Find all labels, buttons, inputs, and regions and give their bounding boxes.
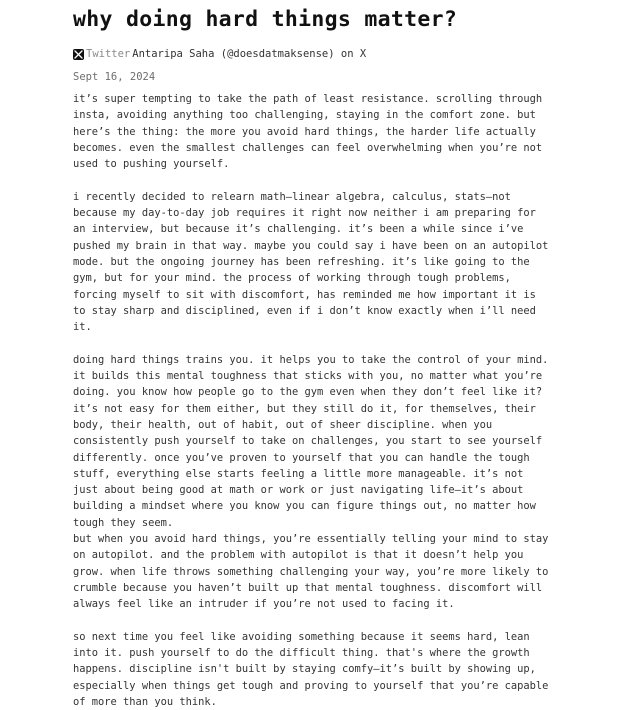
paragraph (73, 91, 573, 172)
paragraph (73, 629, 573, 710)
text-line: stuff, everything else starts feeling a little more manageable. it’s not (73, 467, 524, 480)
text-line: because my day-to-day job requires it right now neither i am preparing for (73, 207, 536, 220)
text-line: happens. discipline isn't built by staying comfy—it’s built by showing up, (73, 663, 536, 676)
text-line: just about being good at math or work or just navigating life—it’s about (73, 484, 524, 497)
text-line: crumble because you haven’t built up that mental toughness. discomfort will (73, 581, 543, 594)
text-line: it builds this mental toughness that sticks with you, no matter what you’re (73, 370, 543, 383)
text-line: especially when things get tough and proving to yourself that you’re capable (73, 679, 549, 692)
paragraph (73, 189, 573, 336)
text-line: it’s super tempting to take the path of least resistance. scrolling through (73, 93, 543, 105)
paragraph-gap (73, 335, 573, 351)
text-line: forcing myself to sit with discomfort, has reminded me how important it is (73, 288, 536, 301)
byline (73, 47, 573, 61)
text-line: i recently decided to relearn math—linear algebra, calculus, stats—not (73, 190, 511, 203)
text-line: gym, but for your mind. the process of working through tough problems, (73, 272, 511, 285)
text-line: body, their health, out of habit, out of sheer discipline. when you (73, 418, 493, 431)
paragraph (73, 352, 573, 613)
text-line: grow. when life throws something challenging your way, you’re more likely to (73, 565, 549, 578)
article-title: why doing hard things matter? (73, 7, 458, 32)
text-line: consistently push yourself to take on challenges, you start to see yourself (73, 435, 543, 448)
text-line: used to pushing yourself. (73, 158, 230, 171)
paragraph-gap (73, 172, 573, 188)
source-label: Twitter (86, 48, 131, 60)
article (73, 0, 573, 710)
text-line: it. (73, 321, 92, 334)
text-line: tough they seem. (73, 516, 174, 529)
text-line: so next time you feel like avoiding something because it seems hard, lean (73, 630, 530, 643)
text-line: differently. once you’ve proven to yourself that you can handle the tough (73, 451, 530, 464)
text-line: pushed my brain in that way. maybe you could say i have been on an autopilot (73, 239, 549, 252)
paragraph-gap (73, 613, 573, 629)
text-line: doing hard things trains you. it helps you to take the control of your mind. (73, 353, 549, 366)
text-line: becomes. even the smallest challenges can feel overwhelming when you’re not (73, 141, 543, 154)
text-line: here’s the thing: the more you avoid hard things, the harder life actually (73, 125, 536, 138)
text-line: always feel like an intruder if you’re not used to facing it. (73, 598, 455, 611)
text-line: insta, avoiding anything too challenging, staying in the comfort zone. but (73, 109, 536, 122)
text-line: into it. push yourself to do the difficult thing. that's where the growth (73, 647, 530, 660)
text-line: an interview, but because it’s challenging. it’s been a while since i’ve (73, 223, 524, 236)
publish-date: Sept 16, 2024 (73, 71, 156, 83)
text-line: of more than you think. (73, 695, 217, 708)
text-line: but when you avoid hard things, you’re essentially telling your mind to stay (73, 533, 549, 546)
text-line: on autopilot. and the problem with autopilot is that it doesn’t help you (73, 549, 524, 562)
text-line: building a mindset where you know you can figure things out, no matter how (73, 500, 536, 513)
article-body (73, 91, 573, 710)
author-label: Antaripa Saha (@doesdatmaksense) on X (132, 48, 367, 60)
x-logo-icon (73, 49, 84, 60)
text-line: it’s not easy for them either, but they still do it, for themselves, their (73, 402, 536, 415)
text-line: mode. but the ongoing journey has been refreshing. it’s like going to the (73, 255, 530, 268)
text-line: to stay sharp and disciplined, even if i don’t know exactly when i’ll need (73, 304, 536, 317)
text-line: doing. you know how people go to the gym even when they don’t feel like it? (73, 386, 543, 399)
